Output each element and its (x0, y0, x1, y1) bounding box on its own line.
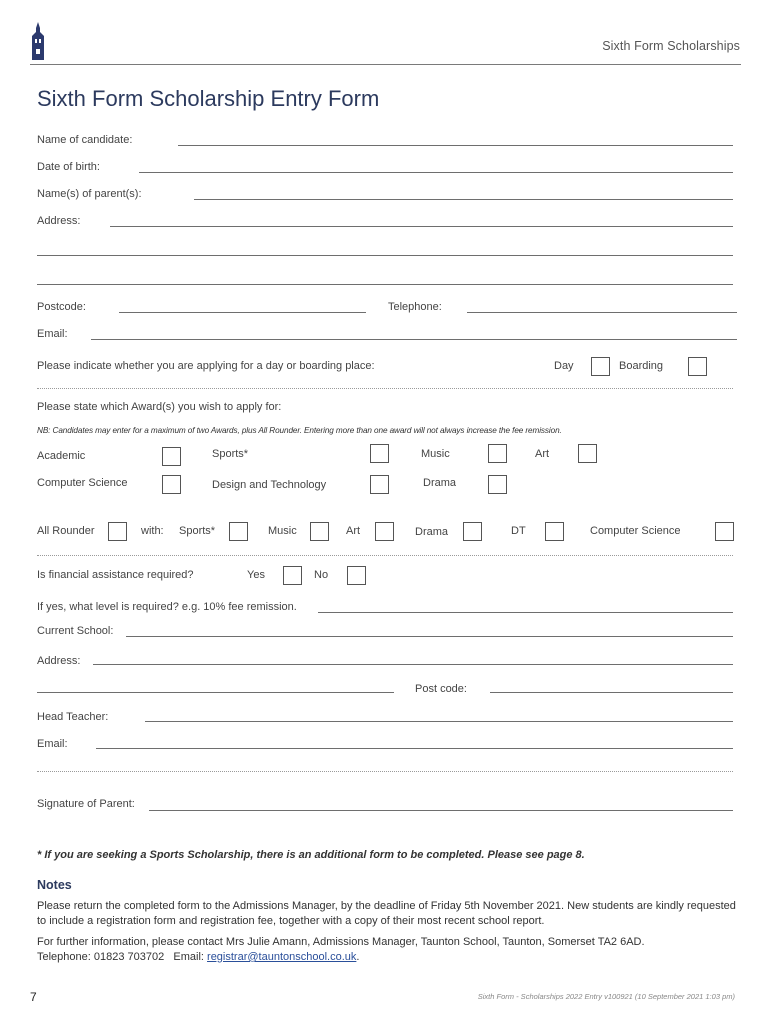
notes-paragraph-2 (37, 935, 737, 965)
signature-label: Signature of Parent: (37, 798, 135, 810)
ar-sports-checkbox[interactable] (229, 522, 248, 541)
design-technology-label: Design and Technology (212, 479, 327, 491)
header-section-title: Sixth Form Scholarships (602, 39, 740, 53)
section-divider (37, 555, 733, 556)
no-checkbox[interactable] (347, 566, 366, 585)
place-question: Please indicate whether you are applying for a day or boarding place: (37, 360, 375, 372)
school-email-label: Email: (37, 738, 68, 750)
music-checkbox[interactable] (488, 444, 507, 463)
ar-music-label: Music (268, 525, 297, 537)
email-label: Email: (37, 328, 68, 340)
yes-label: Yes (247, 569, 265, 581)
document-reference: Sixth Form - Scholarships 2022 Entry v100921 (10 September 2021 1:03 pm) (477, 992, 735, 1001)
ar-dt-checkbox[interactable] (545, 522, 564, 541)
postcode-field[interactable] (119, 312, 366, 313)
day-checkbox[interactable] (591, 357, 610, 376)
date-of-birth-field[interactable] (139, 172, 733, 173)
ar-computer-science-label: Computer Science (590, 525, 681, 537)
ar-music-checkbox[interactable] (310, 522, 329, 541)
name-of-candidate-field[interactable] (178, 145, 733, 146)
music-label: Music (421, 448, 450, 460)
school-tower-logo (28, 22, 48, 60)
postcode-label: Postcode: (37, 301, 86, 313)
computer-science-label: Computer Science (37, 477, 128, 489)
notes-telephone-text: Telephone: 01823 703702 Email: (37, 951, 208, 963)
ar-drama-label: Drama (415, 526, 449, 538)
current-school-label: Current School: (37, 625, 114, 637)
current-school-field[interactable] (126, 636, 733, 637)
name-of-candidate-label: Name of candidate: (37, 134, 133, 146)
sports-label: Sports* (212, 448, 249, 460)
art-checkbox[interactable] (578, 444, 597, 463)
academic-label: Academic (37, 450, 86, 462)
section-divider (37, 771, 733, 772)
telephone-label: Telephone: (388, 301, 442, 313)
header-rule (30, 64, 741, 65)
school-address-field-line-2[interactable] (37, 692, 394, 693)
all-rounder-label: All Rounder (37, 525, 95, 537)
school-address-label: Address: (37, 655, 81, 667)
sports-checkbox[interactable] (370, 444, 389, 463)
school-postcode-label: Post code: (415, 683, 467, 695)
drama-checkbox[interactable] (488, 475, 507, 494)
school-postcode-field[interactable] (490, 692, 733, 693)
design-technology-checkbox[interactable] (370, 475, 389, 494)
no-label: No (314, 569, 329, 581)
section-divider (37, 388, 733, 389)
ar-sports-label: Sports* (179, 525, 216, 537)
notes-contact-text: For further information, please contact Mrs Julie Amann, Admissions Manager, Taunton School, Taunton, Somerset TA2 6AD. (37, 936, 645, 948)
email-field[interactable] (91, 339, 737, 340)
signature-field[interactable] (149, 810, 733, 811)
notes-heading: Notes (37, 878, 72, 892)
school-email-field[interactable] (96, 748, 733, 749)
ar-art-checkbox[interactable] (375, 522, 394, 541)
fee-level-label: If yes, what level is required? e.g. 10% fee remission. (37, 601, 297, 613)
financial-question: Is financial assistance required? (37, 569, 194, 581)
address-label: Address: (37, 215, 81, 227)
computer-science-checkbox[interactable] (162, 475, 181, 494)
all-rounder-checkbox[interactable] (108, 522, 127, 541)
ar-computer-science-checkbox[interactable] (715, 522, 734, 541)
parents-field[interactable] (194, 199, 733, 200)
all-rounder-with-label: with: (141, 525, 164, 537)
page-number: 7 (30, 990, 37, 1004)
ar-dt-label: DT (511, 525, 526, 537)
parents-label: Name(s) of parent(s): (37, 188, 142, 200)
registrar-email-link[interactable]: registrar@tauntonschool.co.uk (207, 951, 357, 963)
school-address-field[interactable] (93, 664, 733, 665)
notes-period: . (356, 951, 360, 963)
sports-scholarship-note: * If you are seeking a Sports Scholarship, there is an additional form to be completed. Please see page 8. (37, 849, 585, 861)
telephone-field[interactable] (467, 312, 737, 313)
boarding-checkbox[interactable] (688, 357, 707, 376)
address-field-line-1[interactable] (110, 226, 733, 227)
address-field-line-3[interactable] (37, 284, 733, 285)
head-teacher-label: Head Teacher: (37, 711, 109, 723)
yes-checkbox[interactable] (283, 566, 302, 585)
awards-question: Please state which Award(s) you wish to apply for: (37, 401, 282, 413)
date-of-birth-label: Date of birth: (37, 161, 100, 173)
head-teacher-field[interactable] (145, 721, 733, 722)
fee-level-field[interactable] (318, 612, 733, 613)
ar-art-label: Art (346, 525, 361, 537)
day-label: Day (554, 360, 574, 372)
form-title: Sixth Form Scholarship Entry Form (37, 86, 380, 111)
drama-label: Drama (423, 477, 457, 489)
nb-note: NB: Candidates may enter for a maximum of two Awards, plus All Rounder. Entering more than one award will not always increase the fee remission. (37, 426, 562, 435)
academic-checkbox[interactable] (162, 447, 181, 466)
address-field-line-2[interactable] (37, 255, 733, 256)
notes-paragraph-1: Please return the completed form to the Admissions Manager, by the deadline of Friday 5th November 2021. New students are kindly requested to include a registration form and registration fee, together with a copy of their most recent school report. (37, 900, 736, 927)
boarding-label: Boarding (619, 360, 664, 372)
ar-drama-checkbox[interactable] (463, 522, 482, 541)
art-label: Art (535, 448, 550, 460)
